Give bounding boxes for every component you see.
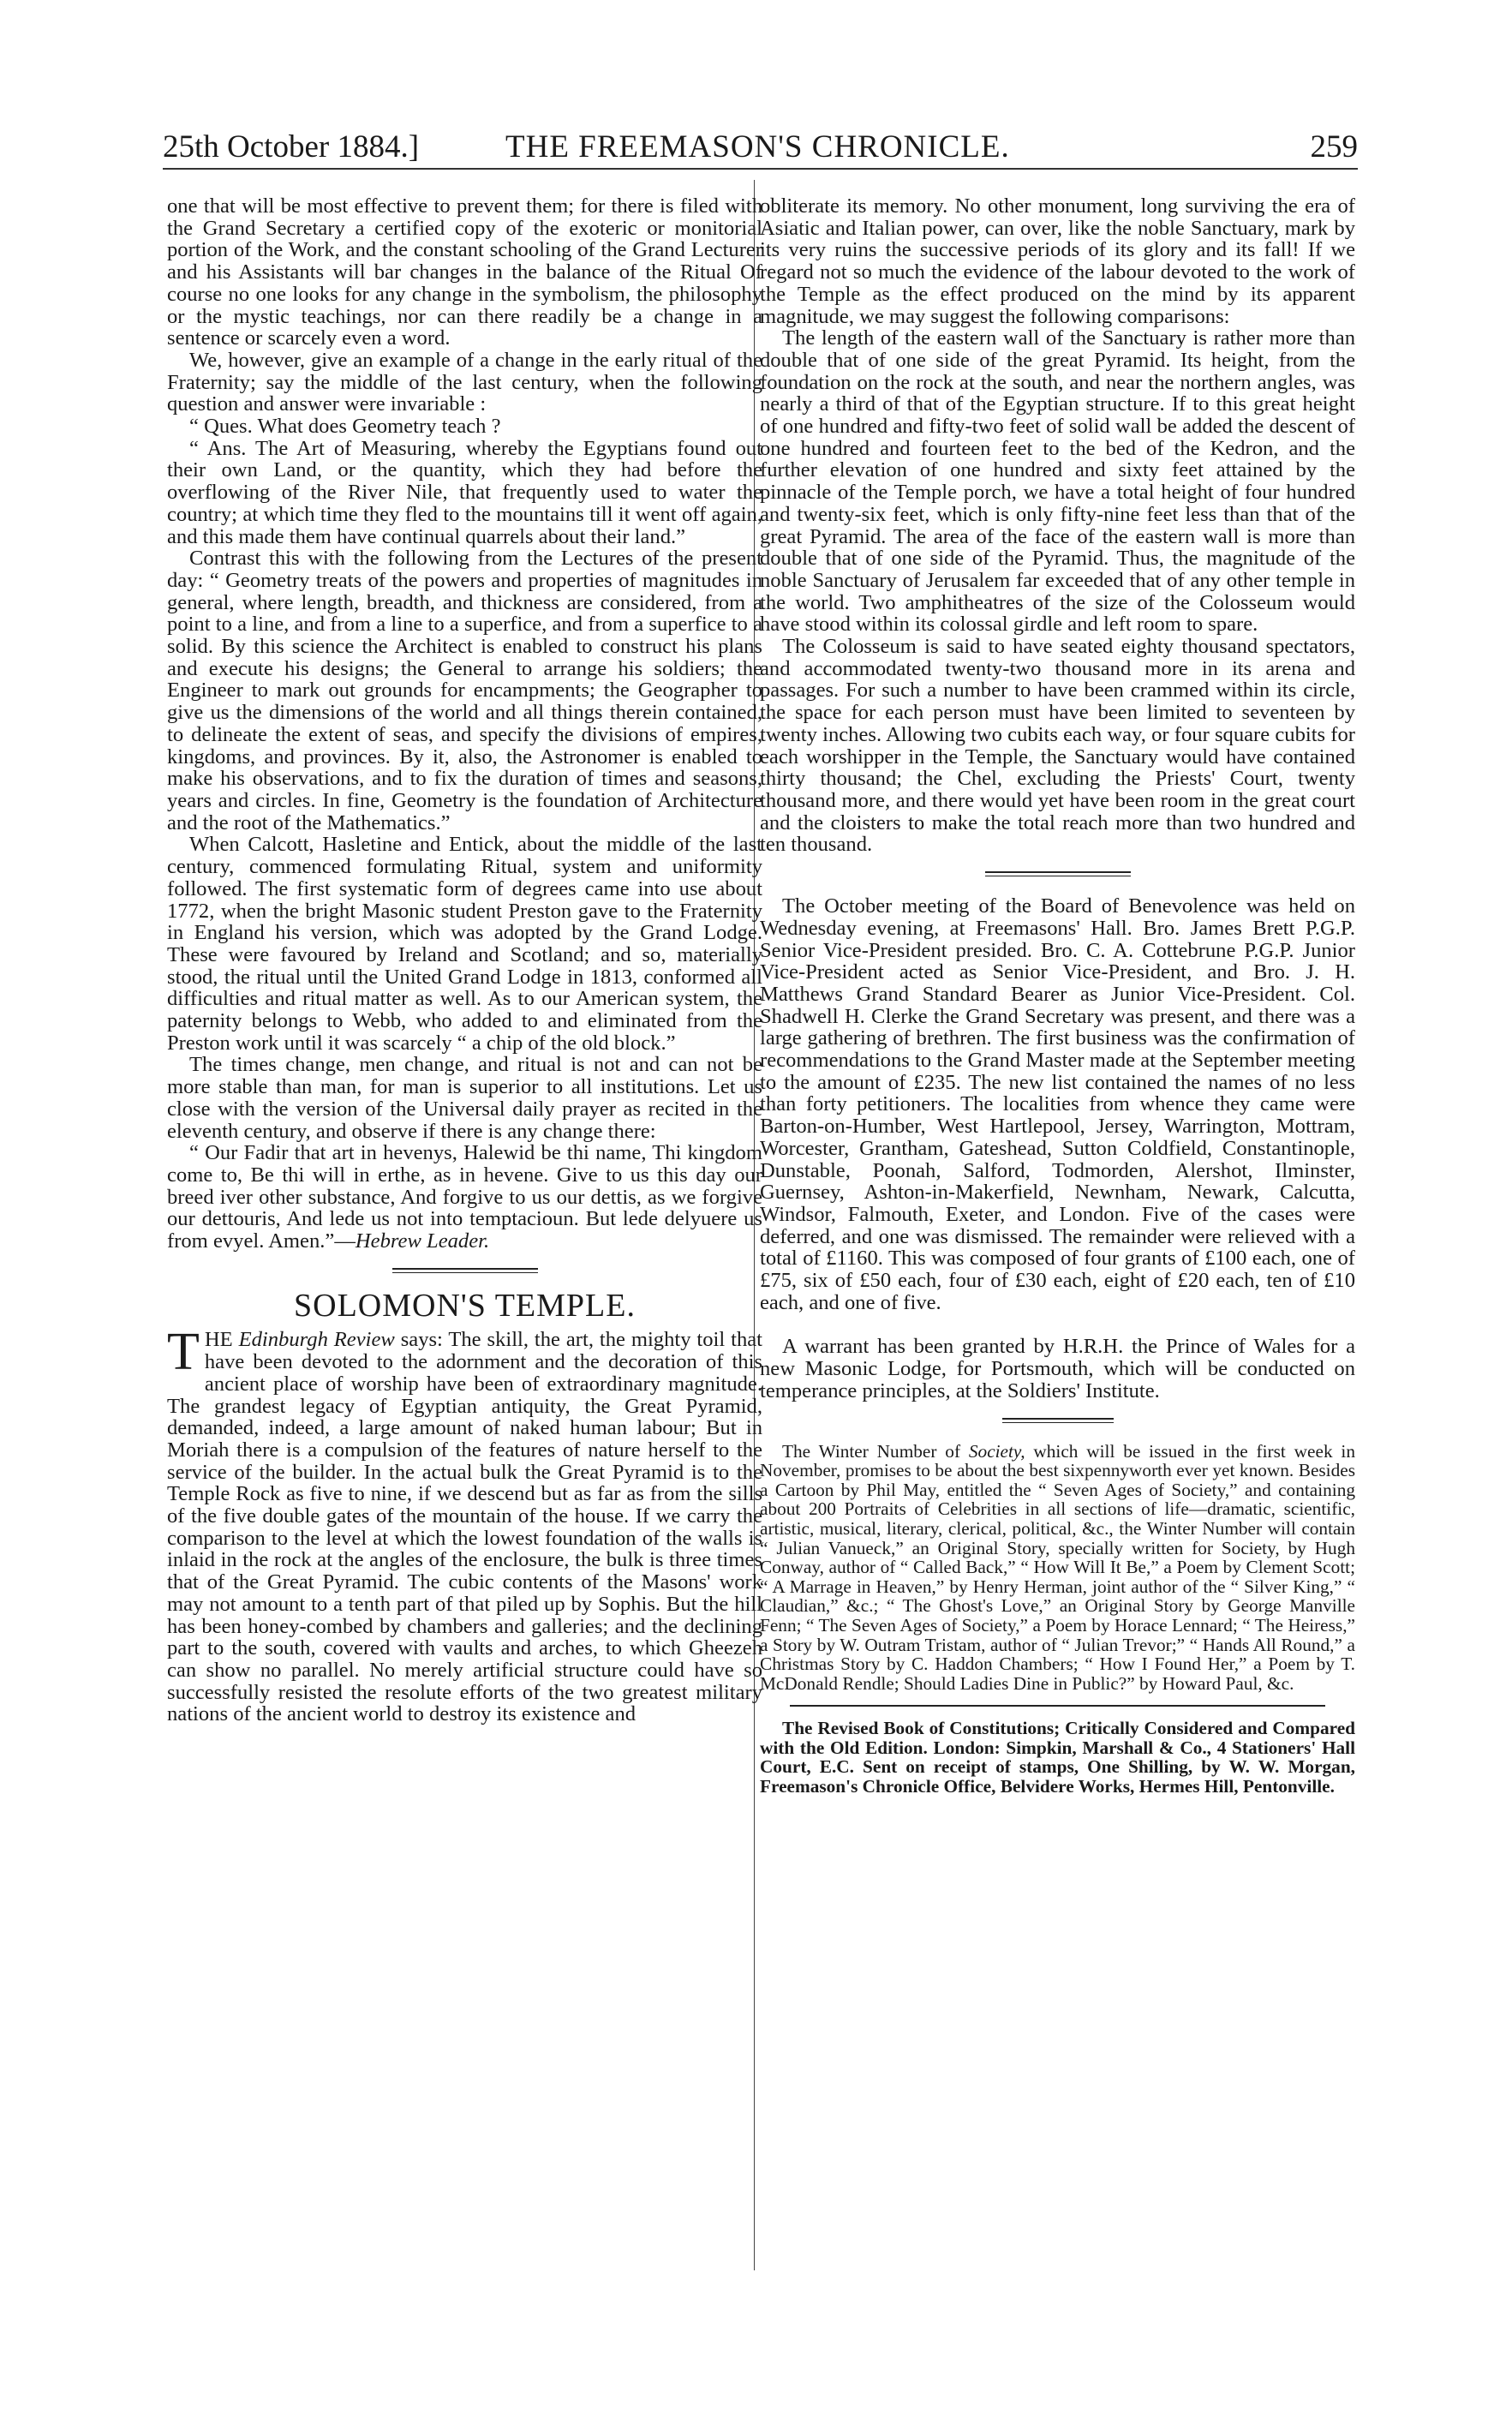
society-lead: The Winter Number of	[782, 1440, 969, 1462]
publication-title: THE FREEMASON'S CHRONICLE.	[505, 129, 1010, 164]
benevolence-paragraph: The October meeting of the Board of Benevolence was held on Wednesday evening, at Freemasons' Hall. Bro. James Brett P.G.P. Senior Vice-President presided. Bro. C. A. Cottebrune P.G.P. Junior Vice-President acted as Senior Vice-President, and Bro. J. H. Matthews Grand Standard Bearer as Junior Vice-President. Col. Shadwell H. Clerke the Grand Secretary was present, and there was a large gathering of brethren. The first business was the confirmation of recommendations to the Grand Master made at the September meeting to the amount of £235. The new list contained the names of no less than forty petitioners. The localities from whence they came were Barton-on-Humber, West Hartlepool, Jersey, Warrington, Mottram, Worcester, Grantham, Gateshead, Sutton Coldfield, Constantinople, Dunstable, Poonah, Salford, Todmorden, Alershot, Ilminster, Guernsey, Ashton-in-Makerfield, Newnham, Newark, Calcutta, Windsor, Falmouth, Exeter, and London. Five of the cases were deferred, and one was dismissed. The remainder were relieved with a total of £1160. This was composed of four grants of £100 each, one of £75, six of £50 each, four of £30 each, eight of £20 each, ten of £10 each, and one of five.	[760, 894, 1355, 1314]
page-number: 259	[1310, 129, 1358, 164]
section-title: SOLOMON'S TEMPLE.	[294, 1287, 636, 1324]
temple-paragraph-2: obliterate its memory. No other monument, long surviving the era of Asiatic and Italian power, can over, like the noble Sanctuary, mark by its very ruins the successive periods of its glory and its fall! If we regard not so much the evidence of the labour devoted to the work of the Temple as the effect produced on the mind by its apparent magnitude, we may suggest the following comparisons:	[760, 194, 1355, 328]
section-separator	[985, 871, 1131, 876]
temple-review-name: Edinburgh Review	[238, 1328, 395, 1352]
ritual-paragraph-2: We, however, give an example of a change in the early ritual of the Fraternity; say the middle of the last century, when the following question and answer were invariable :	[167, 348, 762, 416]
society-notice	[760, 1442, 1355, 1694]
society-title: Society,	[968, 1440, 1025, 1462]
constitutions-paragraph: The Revised Book of Constitutions; Critically Considered and Compared with the Old Edition. London: Simpkin, Marshall & Co., 4 Stationers' Hall Court, E.C. Sent on receipt of stamps, One Shilling, by W. W. Morgan, Freemason's Chronicle Office, Belvidere Works, Hermes Hill, Pentonville.	[760, 1718, 1355, 1797]
prayer-source: Hebrew Leader.	[355, 1229, 490, 1253]
temple-paragraph-3: The length of the eastern wall of the Sanctuary is rather more than double that of one side of the great Pyramid. Its height, from the foundation on the rock at the south, and near the northern angles, was nearly a third of that of the Egyptian structure. If to this great height of one hundred and fifty-two feet of solid wall be added the descent of one hundred and fourteen feet to the bed of the Kedron, and the further elevation of one hundred and sixty feet attained by the pinnacle of the Temple porch, we have a total height of four hundred and twenty-six feet, which is only fifty-nine feet less than that of the great Pyramid. The area of the face of the eastern wall is more than double that of one side of the Pyramid. Thus, the magnitude of the noble Sanctuary of Jerusalem far exceeded that of any other temple in the world. Two amphitheatres of the size of the Colosseum would have stood within its colossal girdle and left room to spare.	[760, 326, 1355, 637]
ritual-paragraph-change: The times change, men change, and ritual is not and can not be more stable than man, for man is superior to all institutions. Let us close with the version of the Universal daily prayer as recited in the eleventh century, and observe if there is any change there:	[167, 1053, 762, 1143]
prayer-text: “ Our Fadir that art in hevenys, Halewid be thi name, Thi kingdom come to, Be thi will in erthe, as in hevene. Give to us this day our breed iver other substance, And forgive to us our dettis, as we forgive our dettouris, And lede us not into temptacioun. But lede delyuere us from evyel. Amen.”—	[167, 1141, 762, 1253]
ritual-answer: “ Ans. The Art of Measuring, whereby the Egyptians found out their own Land, or the quantity, which they had before the overflowing of the River Nile, that frequently used to water the country; at which time they fled to the mountains till it went off again, and this made them have continual quarrels about their land.”	[167, 436, 762, 548]
ritual-paragraph-1: one that will be most effective to prevent them; for there is filed with the Grand Secretary a certified copy of the exoteric or monitorial portion of the Work, and the constant schooling of the Grand Lecturer and his Assistants will bar changes in the balance of the Ritual Of course no one looks for any change in the symbolism, the philosophy or the mystic teachings, nor can there readily be a change in a sentence or scarcely even a word.	[167, 194, 762, 350]
ritual-paragraph-history: When Calcott, Hasletine and Entick, about the middle of the last century, commenced formulating Ritual, system and uniformity followed. The first systematic form of degrees came into use about 1772, when the bright Masonic student Preston gave to the Fraternity in England his version, which was adopted by the Grand Lodge. These were favoured by Ireland and Scotland; and so, materially stood, the ritual until the United Grand Lodge in 1813, conformed all difficulties and ritual matter as well. As to our American system, the paternity belongs to Webb, who added to and eliminated from the Preston work until it was scarcely “ a chip of the old block.”	[167, 833, 762, 1055]
section-separator	[392, 1268, 538, 1273]
temple-paragraph-1	[167, 1323, 763, 1726]
header-rule	[163, 168, 1358, 170]
drop-cap: T	[167, 1323, 200, 1382]
page-header	[163, 129, 1358, 180]
left-column	[167, 195, 762, 1725]
constitutions-advert	[760, 1719, 1355, 1796]
right-column	[760, 195, 1355, 1797]
warrant-paragraph: A warrant has been granted by H.R.H. the Prince of Wales for a new Masonic Lodge, for Portsmouth, which will be conducted on temperance principles, at the Soldiers' Institute.	[760, 1335, 1355, 1402]
section-separator	[1002, 1418, 1114, 1423]
temple-paragraph-4: The Colosseum is said to have seated eighty thousand spectators, and accommodated twenty-two thousand more in its arena and passages. For such a number to have been crammed within its circle, the space for each person must have been limited to seventeen by twenty inches. Allowing two cubits each way, or four square cubits for each worshipper in the Temple, the Sanctuary would have contained thirty thousand; the Chel, excluding the Priests' Court, twenty thousand more, and there would yet have been room in the great court and the cloisters to make the total reach more than two hundred and ten thousand.	[760, 635, 1355, 857]
society-paragraph	[760, 1442, 1355, 1694]
temple-body: says: The skill, the art, the mighty toil that have been devoted to the adornment and the decoration of this ancient place of worship have been of extraordinary magnitude. The grandest legacy of Egyptian antiquity, the Great Pyramid, demanded, indeed, a large amount of naked human labour; But in Moriah there is a compulsion of the features of nature herself to the service of the builder. In the actual bulk the Great Pyramid is to the Temple Rock as five to nine, if we descend but as far as from the sills of the five double gates of the mountain of the house. If we carry the comparison to the level at which the lowest foundation of the walls is inlaid in the rock at the angles of the enclosure, the bulk is three times that of the Great Pyramid. The cubic contents of the Masons' work may not amount to a tenth part of that piled up by Sophis. But the hill has been honey-combed by chambers and galleries; and the declining part to the south, covered with vaults and arches, to which Gheezeh can show no parallel. No merely artificial structure could have so successfully resisted the resolute efforts of the two greatest military nations of the ancient world to destroy its existence and	[167, 1328, 763, 1726]
temple-lead: HE	[204, 1328, 239, 1352]
issue-date: 25th October 1884.]	[163, 129, 420, 164]
society-body: which will be issued in the first week in November, promises to be about the best sixpennyworth ever yet known. Besides a Cartoon by Phil May, entitled the “ Seven Ages of Society,” and containing about 200 Portraits of Celebrities in all sections of life—dramatic, scientific, artistic, musical, literary, clerical, political, &c., the Winter Number will contain “ Julian Vanueck,” an Original Story, specially written for Society, by Hugh Conway, author of “ Called Back,” “ How Will It Be,” a Poem by Clement Scott; “ A Marrage in Heaven,” by Henry Herman, joint author of the “ Silver King,” “ Claudian,” &c.; “ The Ghost's Love,” an Original Story by George Manville Fenn; “ The Seven Ages of Society,” a Poem by Horace Lennard; “ The Heiress,” a Story by W. Outram Tristam, author of “ Julian Trevor;” “ Hands All Round,” a Christmas Story by C. Haddon Chambers; “ How I Found Her,” a Poem by T. McDonald Rendle; Should Ladies Dine in Public?” by Howard Paul, &c.	[760, 1440, 1355, 1694]
ritual-paragraph-contrast: Contrast this with the following from the Lectures of the present day: “ Geometry treats of the powers and properties of magnitudes in general, where length, breadth, and thickness are considered, from a point to a line, and from a line to a superfice, and from a superfice to a solid. By this science the Architect is enabled to construct his plans and execute his designs; the General to arrange his soldiers; the Engineer to mark out grounds for encampments; the Geographer to give us the dimensions of the world and all things therein contained, to delineate the extent of seas, and specify the divisions of empires, kingdoms, and provinces. By it, also, the Astronomer is enabled to make his observations, and to fix the duration of times and seasons, years and circles. In fine, Geometry is the foundation of Architecture and the root of the Mathematics.”	[167, 547, 762, 834]
ritual-question: “ Ques. What does Geometry teach ?	[189, 415, 501, 439]
prayer-paragraph	[167, 1142, 762, 1253]
section-separator	[790, 1705, 1326, 1707]
